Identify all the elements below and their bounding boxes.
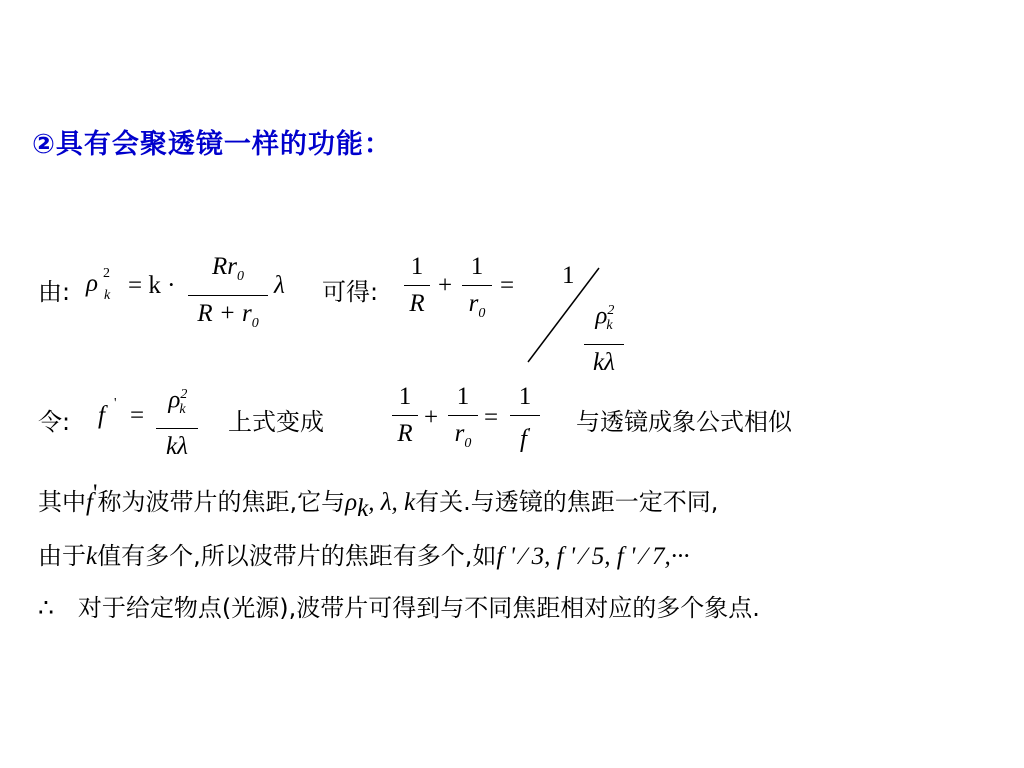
text-line-conclusion bbox=[38, 588, 760, 623]
eq2-frac-1-R: 1 R bbox=[392, 382, 418, 449]
eq2-plus: + bbox=[424, 404, 439, 431]
eq1-slash-num: 1 bbox=[562, 262, 575, 289]
eq2-f: f bbox=[98, 402, 105, 429]
eq2-prime: ' bbox=[114, 396, 117, 411]
eq1-prefix: 由: bbox=[38, 278, 71, 306]
section-title: ②具有会聚透镜一样的功能： bbox=[32, 129, 392, 160]
eq1-rho: ρ bbox=[86, 270, 98, 297]
text-line-multiple: 由于k值有多个,所以波带片的焦距有多个,如f ' ⁄ 3, f ' ⁄ 5, f ' ⁄ 7,··· bbox=[38, 542, 690, 570]
eq1-lambda: λ bbox=[274, 272, 285, 299]
eq2-mid-text: 上式变成 bbox=[228, 408, 324, 436]
eq2-prefix: 令: bbox=[38, 408, 71, 436]
eq1-frac-1-r0: 1 $r_0$ bbox=[462, 252, 492, 329]
eq1-equals: = bbox=[500, 272, 515, 299]
eq1-rho-sup: 2 bbox=[103, 266, 110, 281]
eq2-equals-2: = bbox=[484, 404, 499, 431]
conclusion-text: 对于给定物点(光源),波带片可得到与不同焦距相对应的多个象点. bbox=[77, 594, 760, 622]
eq1-equals-k: = k · bbox=[128, 272, 176, 299]
eq2-frac-1-f: 1 f' bbox=[510, 382, 540, 454]
eq2-suffix: 与透镜成象公式相似 bbox=[576, 408, 792, 436]
eq2-equals: = bbox=[130, 402, 145, 429]
text-line-focal: 其中f'称为波带片的焦距,它与$\rho_k$, λ, k有关.与透镜的焦距一定不同, bbox=[38, 480, 719, 522]
therefore-symbol: ∴ bbox=[38, 595, 54, 622]
eq1-rho-over-klambda: $\rho^2_k$ kλ bbox=[584, 296, 624, 378]
eq1-kede: 可得: bbox=[322, 278, 379, 306]
eq1-frac-1-R: 1 R bbox=[404, 252, 430, 319]
eq1-rho-sub: k bbox=[104, 288, 111, 303]
eq2-frac-1-r0: 1 $r_0$ bbox=[448, 382, 478, 459]
eq1-fraction: $Rr_0$ $R + r_0$ bbox=[188, 252, 268, 339]
eq2-rho-over-klambda: $\rho^2_k$ kλ bbox=[156, 380, 198, 462]
eq1-plus: + bbox=[438, 272, 453, 299]
